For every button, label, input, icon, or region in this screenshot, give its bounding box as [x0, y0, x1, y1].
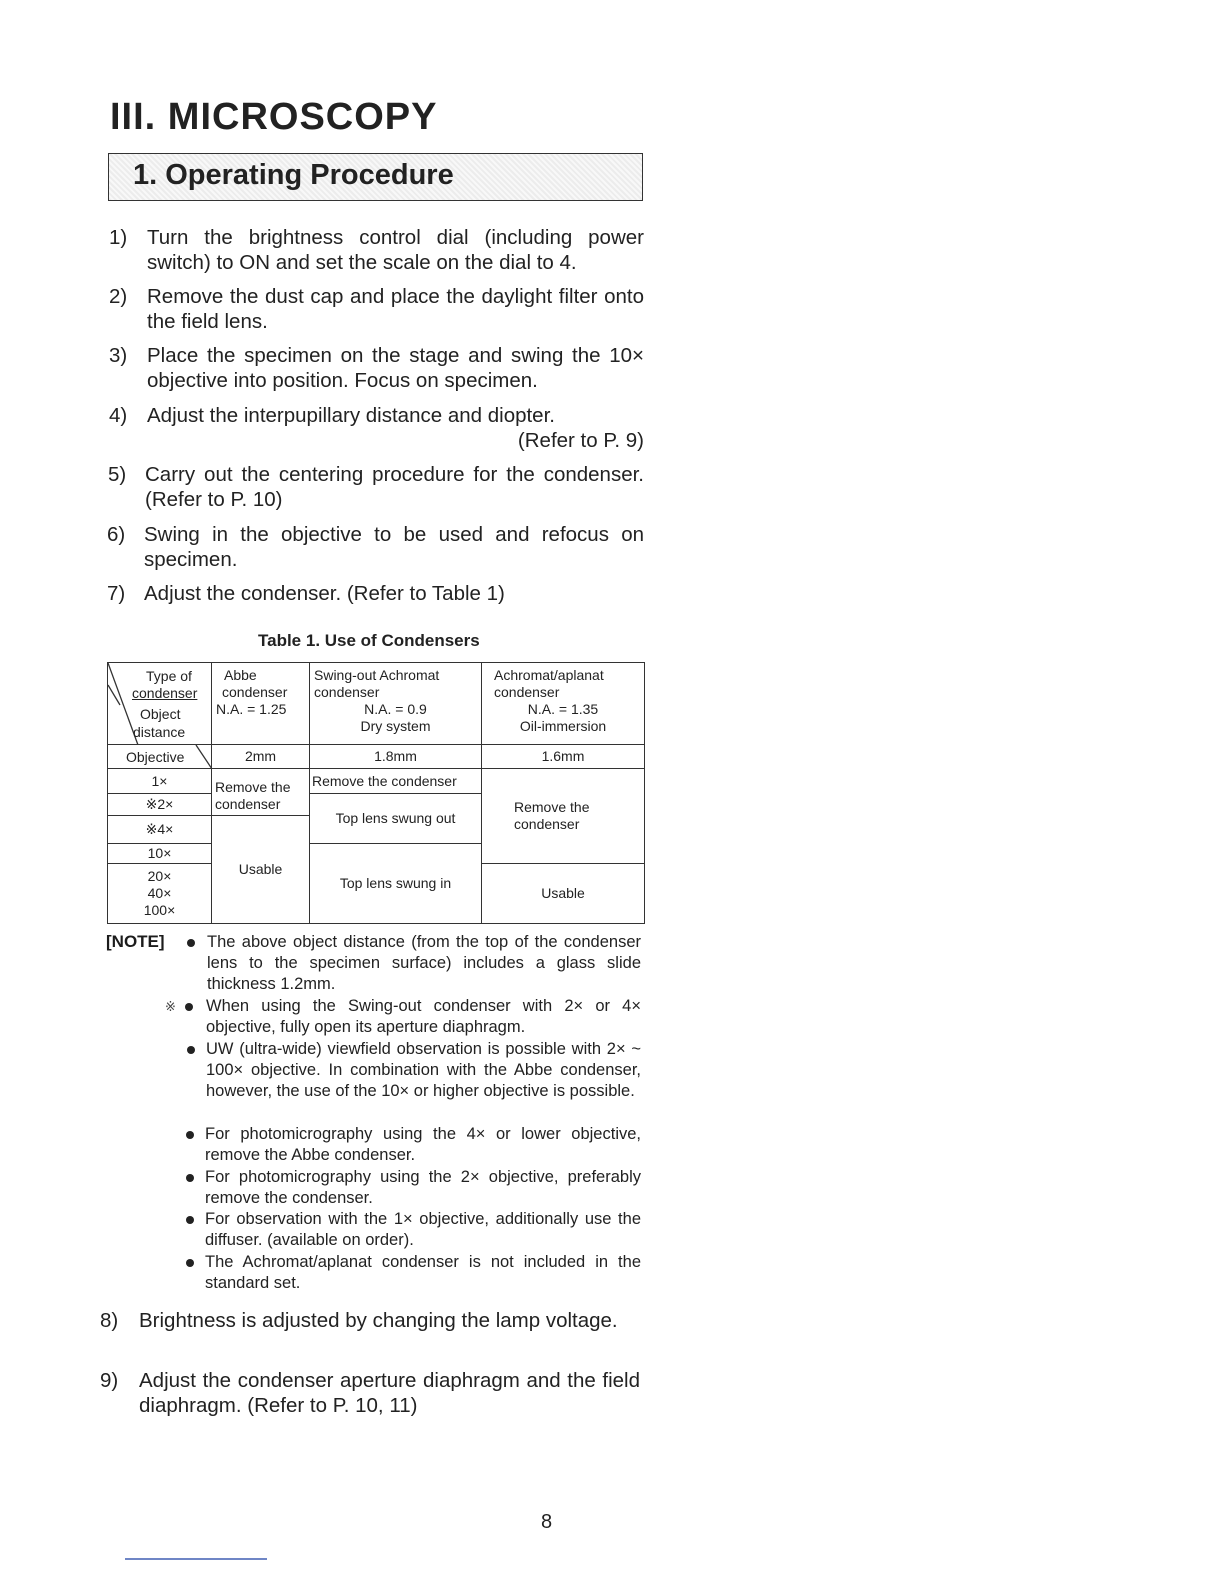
step-number: 9) — [100, 1369, 119, 1392]
achromat-usable: Usable — [482, 864, 645, 924]
section-title: 1. Operating Procedure — [133, 159, 454, 191]
corner-type-of: Type of — [146, 668, 192, 684]
step-6 — [107, 522, 644, 572]
step-number: 2) — [109, 285, 128, 308]
step-9 — [100, 1368, 640, 1418]
abbe-name: Abbe — [224, 667, 257, 683]
footer-rule — [125, 1558, 267, 1560]
bullet-icon — [187, 1046, 195, 1054]
abbe-usable: Usable — [212, 816, 310, 924]
condenser-table — [107, 662, 645, 924]
note-text: The above object distance (from the top of the condenser lens to the specimen surface) includes a glass slide thickness 1.2mm. — [207, 933, 641, 993]
note-3 — [185, 1039, 641, 1123]
step-text: Swing in the objective to be used and refocus on specimen. — [144, 523, 644, 571]
step-number: 7) — [107, 582, 126, 605]
note-2 — [165, 996, 641, 1038]
corner-distance: distance — [133, 724, 186, 740]
objective-high-power — [108, 864, 212, 924]
objective-10x: 10× — [108, 844, 212, 864]
achromat-remove-condenser: Remove the condenser — [482, 769, 645, 864]
swing-out-kind: condenser — [314, 684, 380, 700]
achromat-system: Oil-immersion — [519, 718, 607, 734]
note-text: For observation with the 1× objective, additionally use the diffuser. (available on order). — [205, 1210, 641, 1249]
achromat-header — [482, 663, 645, 745]
note-text: For photomicrography using the 4× or lower objective, remove the Abbe condenser. — [205, 1125, 641, 1164]
swing-out-name: Swing-out Achromat — [314, 667, 440, 683]
abbe-na: N.A. = 1.25 — [216, 701, 287, 717]
step-7 — [107, 581, 644, 606]
step-5 — [108, 462, 644, 512]
bullet-icon — [187, 939, 195, 947]
step-text: Adjust the condenser aperture diaphragm and the field diaphragm. (Refer to P. 10, 11) — [139, 1369, 640, 1417]
achromat-distance: 1.6mm — [482, 745, 645, 769]
abbe-header — [212, 663, 310, 745]
step-8 — [100, 1308, 640, 1358]
step-1 — [109, 225, 644, 275]
page-title: III. MICROSCOPY — [110, 96, 438, 138]
objective-1x: 1× — [108, 769, 212, 794]
corner-object: Object — [140, 706, 181, 722]
note-6 — [184, 1209, 641, 1251]
swing-out-system: Dry system — [360, 718, 431, 734]
step-text: Remove the dust cap and place the daylight filter onto the field lens. — [147, 285, 644, 333]
note-text: The Achromat/aplanat condenser is not included in the standard set. — [205, 1253, 641, 1292]
step-3 — [109, 343, 644, 393]
swing-out-header — [310, 663, 482, 745]
bullet-icon — [186, 1259, 194, 1267]
swing-out-top-lens-in: Top lens swung in — [310, 844, 482, 924]
step-text: Adjust the interpupillary distance and diopter. — [147, 404, 555, 427]
swing-out-distance: 1.8mm — [310, 745, 482, 769]
objective-20x: 20× — [147, 868, 172, 884]
step-text: Adjust the condenser. (Refer to Table 1) — [144, 582, 505, 605]
achromat-kind: condenser — [494, 684, 560, 700]
step-text: Place the specimen on the stage and swing the 10× objective into position. Focus on specimen. — [147, 344, 644, 392]
objective-4x: ※4× — [108, 816, 212, 844]
abbe-kind: condenser — [222, 684, 288, 700]
step-text: Brightness is adjusted by changing the lamp voltage. — [139, 1309, 618, 1332]
step-number: 1) — [109, 226, 128, 249]
abbe-remove-condenser: Remove the condenser — [212, 769, 310, 816]
corner-condenser: condenser — [132, 685, 198, 701]
note-text: When using the Swing-out condenser with 2× or 4× objective, fully open its aperture diaphragm. — [206, 997, 641, 1036]
swing-out-remove-condenser: Remove the condenser — [310, 769, 482, 794]
note-4 — [184, 1124, 641, 1166]
step-number: 6) — [107, 523, 126, 546]
objective-corner-cell — [108, 745, 212, 769]
asterisk-mark: ※ — [165, 999, 176, 1014]
bullet-icon — [186, 1131, 194, 1139]
note-label: [NOTE] — [106, 932, 165, 951]
note-7 — [184, 1252, 641, 1294]
objective-2x: ※2× — [108, 794, 212, 816]
bullet-icon — [186, 1216, 194, 1224]
step-number: 8) — [100, 1309, 119, 1332]
note-5 — [184, 1167, 641, 1209]
table-corner-header — [108, 663, 212, 745]
step-reference: (Refer to P. 9) — [517, 429, 644, 452]
step-4 — [109, 403, 644, 453]
step-number: 3) — [109, 344, 128, 367]
step-2 — [109, 284, 644, 334]
objective-40x: 40× — [147, 885, 172, 901]
abbe-distance: 2mm — [212, 745, 310, 769]
note-1 — [185, 932, 641, 996]
step-text: Turn the brightness control dial (including power switch) to ON and set the scale on the dial to 4. — [147, 226, 644, 274]
step-number: 5) — [108, 463, 127, 486]
bullet-icon — [185, 1003, 193, 1011]
step-text: Carry out the centering procedure for the condenser. (Refer to P. 10) — [145, 463, 644, 511]
bullet-icon — [186, 1174, 194, 1182]
table-caption: Table 1. Use of Condensers — [258, 631, 480, 650]
achromat-na: N.A. = 1.35 — [527, 701, 599, 717]
swing-out-na: N.A. = 0.9 — [364, 701, 427, 717]
note-text: UW (ultra-wide) viewfield observation is possible with 2× ~ 100× objective. In combination with the Abbe condenser, however, the use of the 10× or higher objective is possible. — [206, 1040, 641, 1100]
corner-objective: Objective — [126, 749, 185, 765]
section-header — [108, 153, 643, 201]
note-text: For photomicrography using the 2× objective, preferably remove the condenser. — [205, 1168, 641, 1207]
achromat-name: Achromat/aplanat — [494, 667, 604, 683]
swing-out-top-lens-out: Top lens swung out — [310, 794, 482, 844]
objective-100x: 100× — [143, 902, 176, 918]
step-number: 4) — [109, 404, 128, 427]
page-number: 8 — [541, 1511, 553, 1533]
